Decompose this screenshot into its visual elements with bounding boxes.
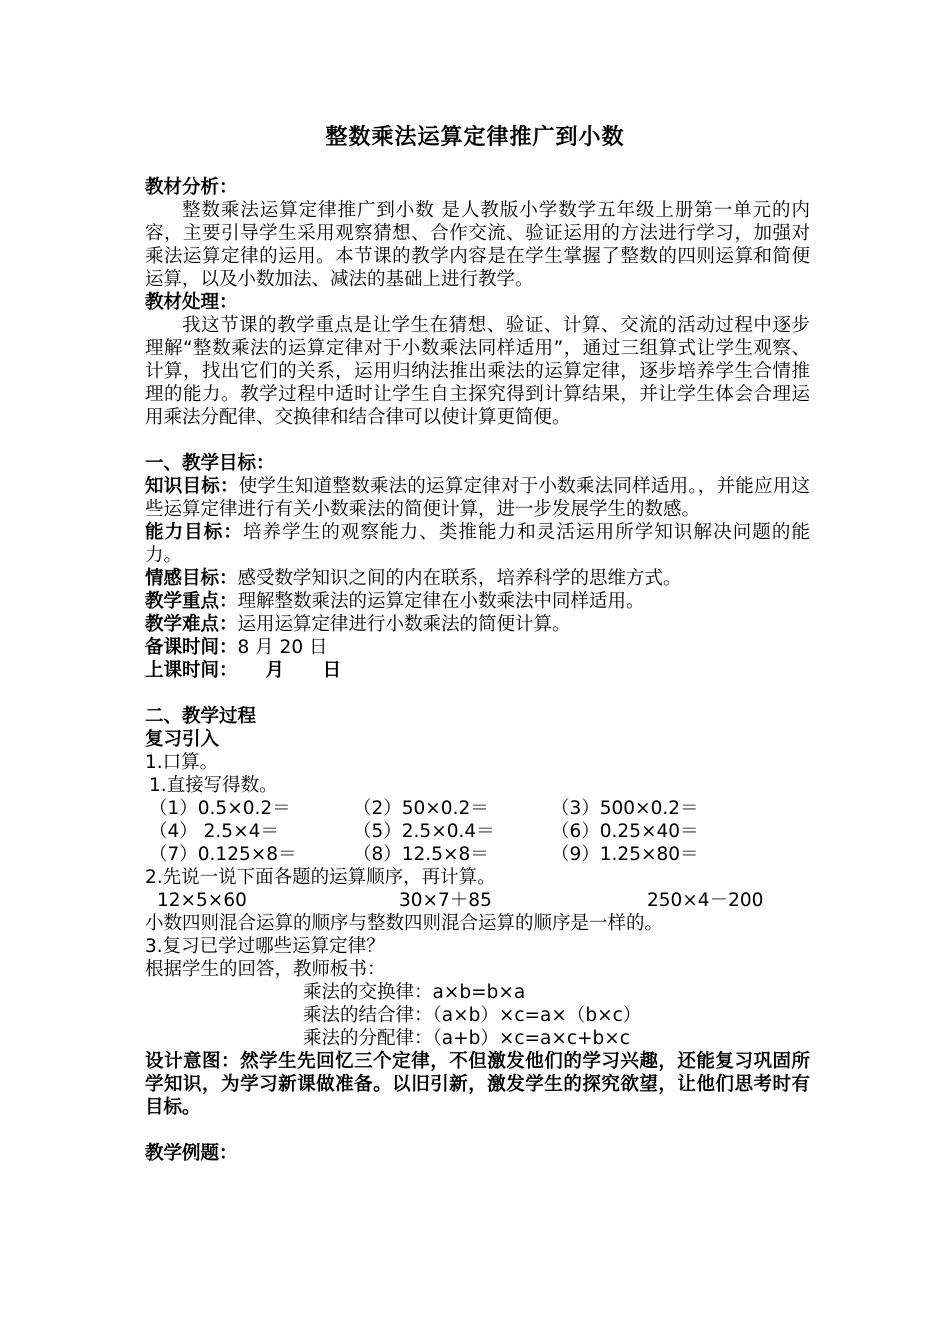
analysis-heading: 教材分析：: [145, 177, 238, 198]
oral-item: （2）50×0.2＝: [353, 798, 489, 819]
order-expressions: [145, 889, 810, 912]
goals-heading: 一、教学目标：: [145, 453, 275, 474]
oral-row-2: [145, 820, 810, 843]
oral-row-3: [145, 843, 810, 866]
oral-item: （7）0.125×8＝: [149, 844, 297, 865]
ability-goal: [145, 521, 810, 567]
order-note: 小数四则混合运算的顺序与整数四则混合运算的顺序是一样的。: [145, 913, 664, 934]
processing-heading: 教材处理：: [145, 292, 238, 313]
spacer: [145, 682, 810, 705]
prep-time-label: 备课时间：: [145, 637, 238, 658]
expression: 250×4－200: [647, 890, 764, 911]
prep-time: [145, 636, 810, 659]
difficulty-point: [145, 613, 810, 636]
question-2: 2.先说一说下面各题的运算顺序，再计算。: [145, 867, 496, 888]
knowledge-goal-text: 使学生知道整数乘法的运算定律对于小数乘法同样适用。，并能应用这些运算定律进行有关小数乘法的简便计算，进一步发展学生的数感。: [145, 476, 810, 520]
emotion-goal-text: 感受数学知识之间的内在联系，培养科学的思维方式。: [237, 568, 682, 589]
document-title: 整数乘法运算定律推广到小数: [325, 125, 625, 150]
law-distributive: 乘法的分配律：（a+b）×c=a×c+b×c: [303, 1028, 630, 1049]
oral-item: （5）2.5×0.4＝: [353, 821, 495, 842]
analysis-paragraph: 整数乘法运算定律推广到小数 是人教版小学数学五年级上册第一单元的内容，主要引导学生采用观察猜想、合作交流、验证运用的方法进行学习，加强对乘法运算定律的运用。本节课的教学内容是在学生掌握了整数的四则运算和简便运算，以及小数加法、减法的基础上进行教学。: [145, 200, 810, 290]
difficulty-point-label: 教学难点：: [145, 614, 238, 635]
board-intro: 根据学生的回答，教师板书：: [145, 959, 386, 980]
emotion-goal: [145, 567, 810, 590]
question-1-sub: 1.直接写得数。: [149, 775, 278, 796]
law-associative: 乘法的结合律：（a×b）×c=a×（b×c）: [303, 1005, 642, 1026]
emotion-goal-label: 情感目标：: [145, 568, 238, 589]
oral-item: （9）1.25×80＝: [551, 844, 699, 865]
law-commutative: 乘法的交换律：a×b=b×a: [303, 982, 526, 1003]
question-3: 3.复习已学过哪些运算定律？: [145, 936, 385, 957]
review-heading: 复习引入: [145, 729, 220, 750]
expression: 12×5×60: [157, 890, 247, 911]
oral-item: （3）500×0.2＝: [551, 798, 699, 819]
ability-goal-text: 培养学生的观察能力、类推能力和灵活运用所学知识解决问题的能力。: [145, 522, 810, 566]
oral-item: （6）0.25×40＝: [551, 821, 699, 842]
difficulty-point-text: 运用运算定律进行小数乘法的简便计算。: [237, 614, 571, 635]
expression: 30×7＋85: [399, 890, 492, 911]
design-intent: 设计意图：然学生先回忆三个定律，不但激发他们的学习兴趣，还能复习巩固所学知识，为学习新课做准备。以旧引新，激发学生的探究欲望，让他们思考时有目标。: [145, 1051, 810, 1118]
knowledge-goal: [145, 475, 810, 521]
spacer: [145, 1119, 810, 1142]
knowledge-goal-label: 知识目标：: [145, 476, 239, 497]
oral-row-1: [145, 797, 810, 820]
oral-item: （8）12.5×8＝: [353, 844, 489, 865]
question-1: 1.口算。: [145, 752, 219, 773]
oral-item: （1）0.5×0.2＝: [149, 798, 291, 819]
spacer: [145, 429, 810, 452]
ability-goal-label: 能力目标：: [145, 522, 243, 543]
process-heading: 二、教学过程: [145, 706, 257, 727]
class-time-text: 月 日: [265, 660, 342, 681]
key-point-label: 教学重点：: [145, 591, 238, 612]
oral-item: （4） 2.5×4＝: [149, 821, 279, 842]
document-body: [145, 176, 810, 1165]
key-point-text: 理解整数乘法的运算定律在小数乘法中同样适用。: [237, 591, 645, 612]
example-heading: 教学例题：: [145, 1143, 238, 1164]
prep-time-text: 8 月 20 日: [237, 637, 328, 658]
class-time: [145, 659, 810, 682]
processing-paragraph: 我这节课的教学重点是让学生在猜想、验证、计算、交流的活动过程中逐步理解“整数乘法的运算定律对于小数乘法同样适用”，通过三组算式让学生观察、计算，找出它们的关系，运用归纳法推出乘法的运算定律，逐步培养学生合情推理的能力。教学过程中适时让学生自主探究得到计算结果，并让学生体会合理运用乘法分配律、交换律和结合律可以使计算更简便。: [145, 315, 810, 428]
key-point: [145, 590, 810, 613]
class-time-label: 上课时间：: [145, 660, 238, 681]
